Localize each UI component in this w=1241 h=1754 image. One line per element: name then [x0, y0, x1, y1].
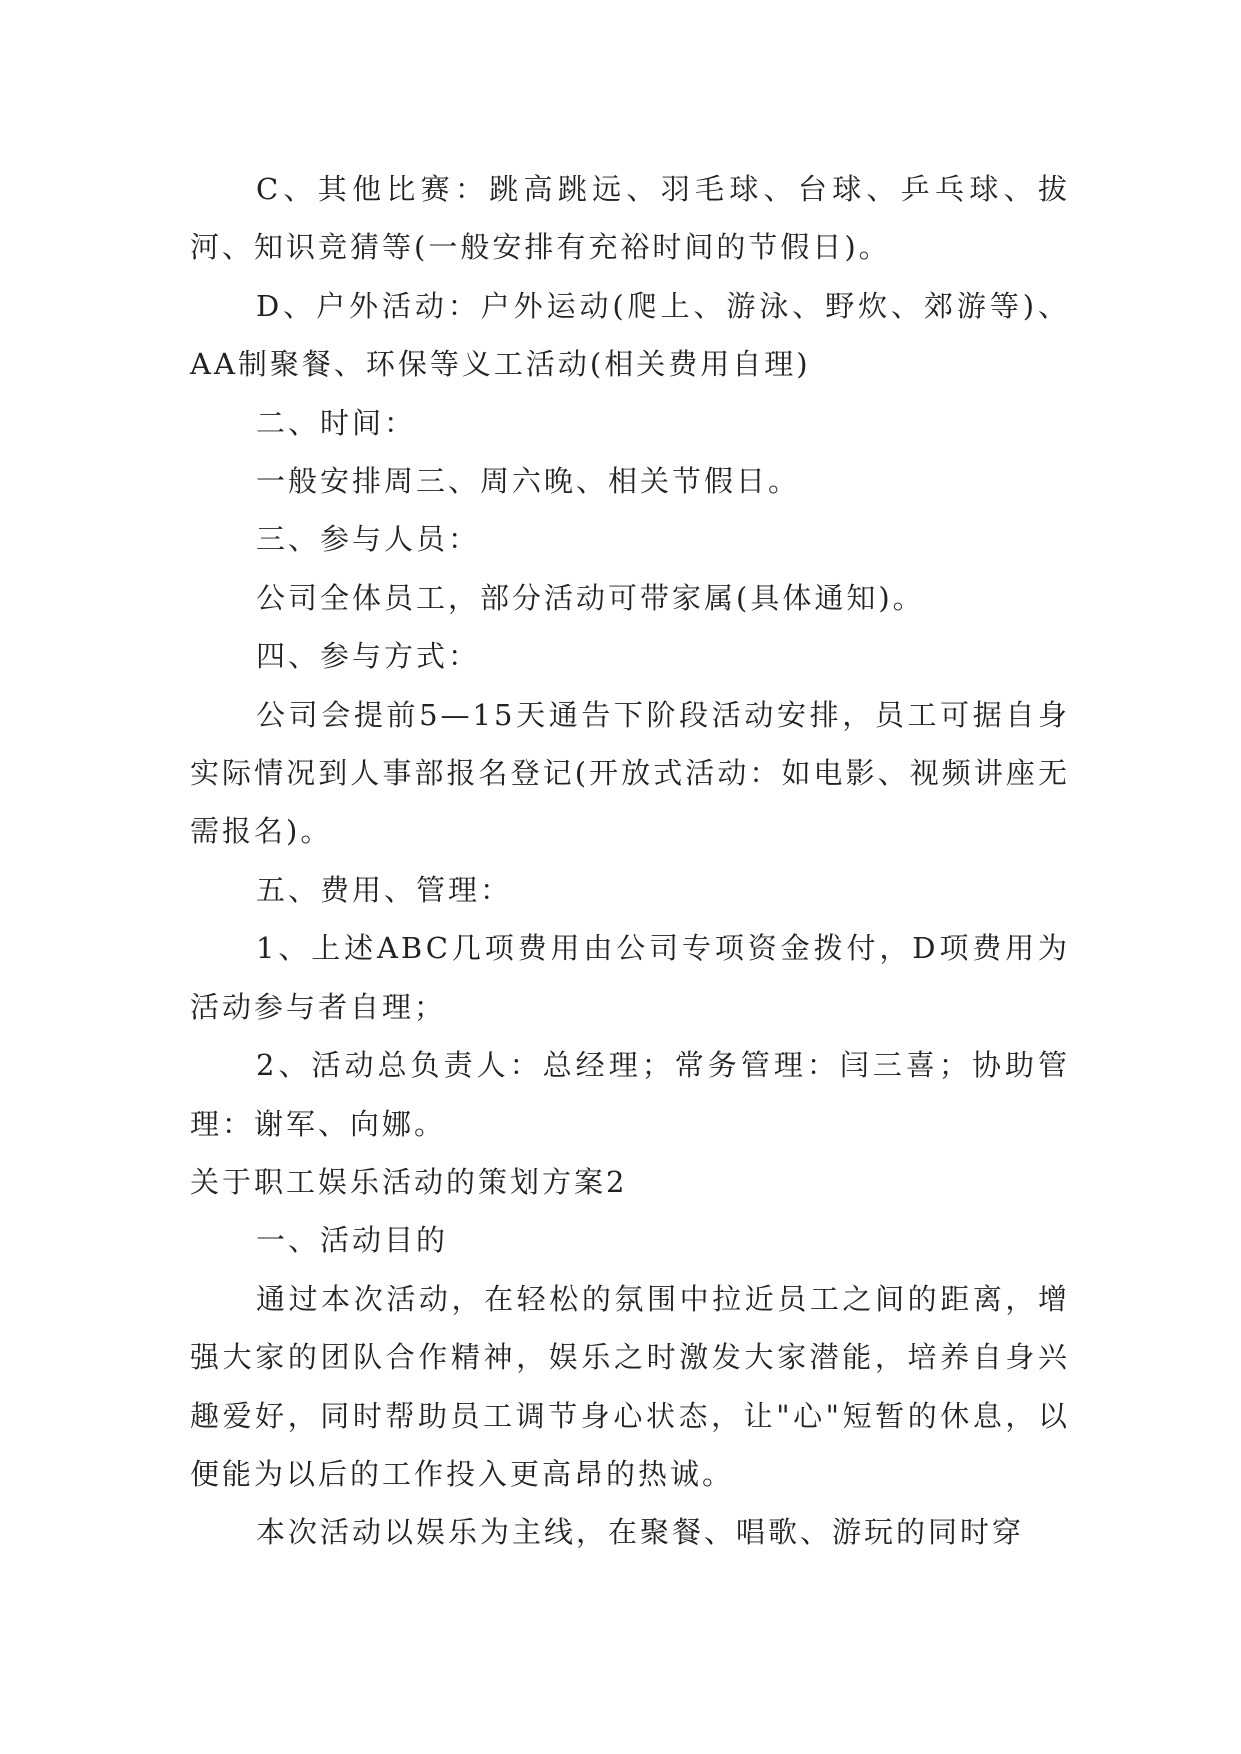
paragraph-cost-item-2: 2、活动总负责人：总经理；常务管理：闫三喜；协助管理：谢军、向娜。	[190, 1048, 1070, 1141]
section-title-plan-2: 关于职工娱乐活动的策划方案2	[190, 1164, 628, 1199]
paragraph-participation-method: 公司会提前5—15天通告下阶段活动安排，员工可据自身实际情况到人事部报名登记(开放式活动：如电影、视频讲座无需报名)。	[190, 697, 1070, 849]
heading-activity-purpose: 一、活动目的	[256, 1223, 449, 1258]
paragraph-activity-purpose: 通过本次活动，在轻松的氛围中拉近员工之间的距离，增强大家的团队合作精神，娱乐之时激发大家潜能，培养自身兴趣爱好，同时帮助员工调节身心状态，让"心"短暂的休息，以便能为以后的工作投入更高昂的热诚。	[190, 1281, 1070, 1491]
paragraph-participants-detail: 公司全体员工，部分活动可带家属(具体通知)。	[256, 580, 925, 615]
paragraph-other-competitions: C、其他比赛：跳高跳远、羽毛球、台球、乒乓球、拔河、知识竞猜等(一般安排有充裕时间的节假日)。	[190, 172, 1070, 265]
paragraph-activity-mainline: 本次活动以娱乐为主线，在聚餐、唱歌、游玩的同时穿	[256, 1515, 1025, 1550]
heading-participation-method: 四、参与方式：	[256, 639, 481, 674]
heading-cost-management: 五、费用、管理：	[256, 872, 513, 907]
paragraph-outdoor-activities: D、户外活动：户外运动(爬上、游泳、野炊、郊游等)、AA制聚餐、环保等义工活动(相关费用自理)	[190, 288, 1070, 382]
document-body	[190, 160, 1070, 1562]
heading-participants: 三、参与人员：	[256, 522, 481, 557]
paragraph-cost-item-1: 1、上述ABC几项费用由公司专项资金拨付，D项费用为活动参与者自理；	[190, 931, 1070, 1024]
paragraph-time-detail: 一般安排周三、周六晚、相关节假日。	[256, 464, 801, 499]
heading-time: 二、时间：	[256, 405, 417, 440]
